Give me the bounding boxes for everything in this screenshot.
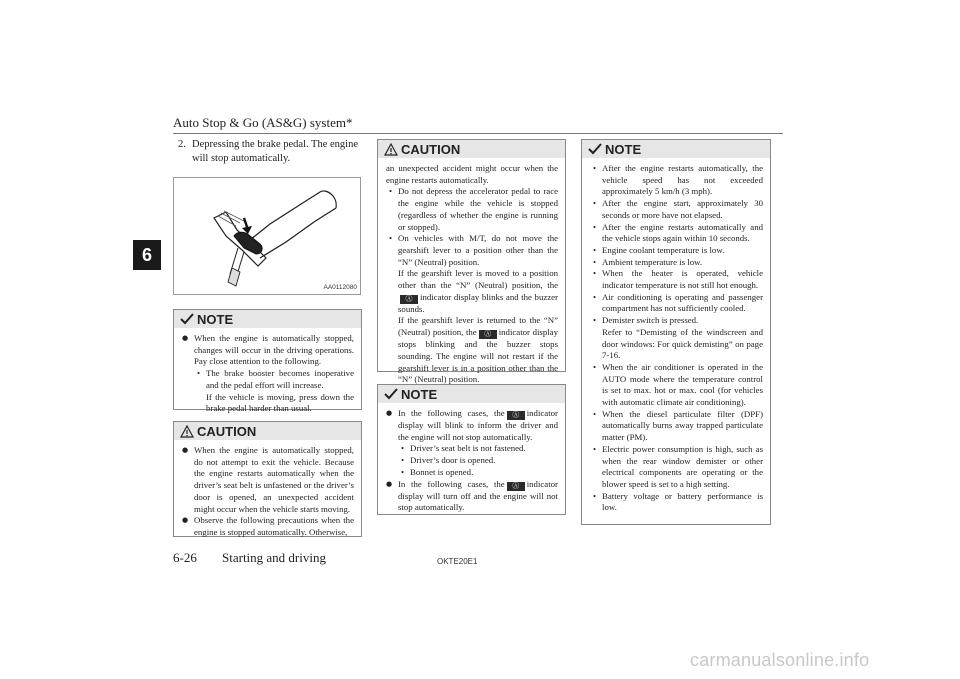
- note-subitem: • The brake booster becomes inoperative and the pedal effort will increase. If the vehicle is moving, press down the brake pedal harder than usual.: [197, 368, 354, 414]
- note-subitem: • After the engine start, approximately 30 seconds or more have not elapsed.: [593, 198, 763, 220]
- note-subitem: • Air conditioning is operating and passenger compartment has not sufficiently cooled.: [593, 291, 763, 314]
- note-subitem: • Driver’s seat belt is not fastened.: [401, 443, 526, 454]
- bullet-icon: •: [593, 244, 597, 255]
- footer-page-number: 6-26: [173, 550, 197, 565]
- step-text-line2: will stop automatically.: [192, 153, 291, 164]
- bullet-icon: •: [593, 443, 597, 454]
- bullet-icon: •: [401, 443, 405, 454]
- note-subitem: • When the air conditioner is operated in the AUTO mode where the temperature control is set to max. hot or max. cool (for vehicles with automatic climate air conditioning).: [593, 361, 763, 408]
- auto-stop-indicator-icon: Ⓐ: [507, 411, 525, 420]
- bullet-icon: •: [197, 368, 201, 379]
- page-header-title: Auto Stop & Go (AS&G) system*: [173, 115, 353, 130]
- caution-heading-text: CAUTION: [401, 141, 461, 157]
- footer-section-title: Starting and driving: [222, 550, 326, 565]
- note-heading-text: NOTE: [605, 141, 642, 157]
- note-box-3: [581, 139, 771, 525]
- footer-doc-code: OKTE20E1: [437, 557, 478, 566]
- caution-box-1: [173, 421, 362, 537]
- brake-pedal-illustration: [173, 177, 361, 295]
- bullet-icon: ●: [386, 479, 393, 488]
- caution-item: ● Observe the following precautions when the engine is stopped automatically. Otherwise,: [182, 515, 354, 537]
- note-subitem: • When the diesel particulate filter (DPF) automatically burns away trapped particulate matter (PM).: [593, 408, 763, 443]
- bullet-icon: ●: [182, 446, 189, 454]
- bullet-icon: •: [593, 163, 597, 173]
- bullet-icon: •: [593, 361, 597, 372]
- note-item: ● When the engine is automatically stopped, changes will occur in the driving operations. Pay close attention to the following.: [182, 333, 354, 367]
- note-heading-text: NOTE: [401, 386, 438, 402]
- note-item: ● In the following cases, the Ⓐ indicator display will blink to inform the driver and the engine will not stop automatically.: [386, 408, 558, 442]
- watermark: carmanualsonline.info: [690, 650, 870, 670]
- note-subitem: • Electric power consumption is high, such as when the rear window demister or other electrical components are operating or the blower speed is set to a high setting.: [593, 443, 763, 489]
- bullet-icon: •: [593, 221, 597, 232]
- note-subitem: • Driver’s door is opened.: [401, 455, 496, 466]
- bullet-icon: •: [593, 408, 597, 419]
- step-2: [178, 138, 362, 166]
- caution-subitem: • On vehicles with M/T, do not move the gearshift lever to a position other than the “N” (Neutral) position. If the gearshift lever is moved to a position other than the “N” (Neutral) position, theⒶ indicator display blinks and the buzzer sounds. If the gearshift lever is returned to the “N” (Neutral) position, the Ⓐ indicator display stops blinking and the buzzer stops sounding. The engine will not restart if the gearshift lever is in a position other than the “N” (Neutral) position.: [389, 233, 558, 385]
- note-heading-text: NOTE: [197, 311, 234, 327]
- note-subitem: • After the engine restarts automatically and the vehicle stops again within 10 seconds.: [593, 221, 763, 244]
- step-text-line1: Depressing the brake pedal. The engine: [192, 139, 358, 150]
- note-subitem: • When the heater is operated, vehicle indicator temperature is not still hot enough.: [593, 268, 763, 291]
- bullet-icon: ●: [182, 516, 189, 525]
- caution-heading-text: CAUTION: [197, 423, 257, 439]
- note-heading: [174, 310, 361, 328]
- chapter-tab: 6: [133, 240, 161, 270]
- note-icon: [384, 388, 398, 400]
- note-subitem: • Bonnet is opened.: [401, 466, 474, 477]
- note-subitem: • Demister switch is pressed. Refer to “Demisting of the windscreen and door windows: For quick demisting” on page 7-16.: [593, 315, 763, 361]
- caution-item: ● When the engine is automatically stopped, do not attempt to exit the vehicle. Because the engine restarts automatically when the driver’s seat belt is unfastened or the driver’s door is opened, an unexpected accident might occur when the vehicle starts moving.: [182, 445, 354, 514]
- bullet-icon: •: [593, 198, 597, 209]
- note-box-1: [173, 309, 362, 414]
- note-heading: [582, 140, 770, 158]
- bullet-icon: •: [389, 186, 393, 197]
- auto-stop-indicator-icon: Ⓐ: [507, 482, 525, 491]
- bullet-icon: •: [389, 233, 393, 244]
- bullet-icon: •: [593, 315, 597, 326]
- bullet-icon: ●: [182, 334, 189, 342]
- auto-stop-indicator-icon: Ⓐ: [479, 330, 497, 339]
- note-box-2: [377, 384, 566, 515]
- note-subitem: • Ambient temperature is low.: [593, 256, 703, 267]
- note-heading: [378, 385, 565, 403]
- foot-on-pedal-drawing: [174, 178, 360, 294]
- step-number: 2.: [178, 139, 186, 150]
- caution-box-2: [377, 139, 566, 385]
- caution-intro: an unexpected accident might occur when the engine restarts automatically.: [386, 163, 558, 185]
- bullet-icon: •: [593, 291, 597, 302]
- note-icon: [180, 313, 194, 325]
- header-rule: [173, 133, 783, 134]
- figure-code: AA0112080: [323, 284, 357, 291]
- note-subitem: • Engine coolant temperature is low.: [593, 244, 725, 255]
- warning-triangle-icon: [180, 425, 194, 438]
- bullet-icon: •: [593, 490, 597, 501]
- caution-subitem: • Do not depress the accelerator pedal to race the engine while the vehicle is stopped (regardless of whether the engine is running or stopped).: [389, 186, 558, 232]
- note-subitem: • Battery voltage or battery performance is low.: [593, 490, 763, 513]
- bullet-icon: •: [593, 268, 597, 279]
- bullet-icon: ●: [386, 409, 393, 417]
- bullet-icon: •: [401, 466, 405, 477]
- caution-heading: [174, 422, 361, 440]
- note-item: ● In the following cases, the Ⓐ indicator display will turn off and the engine will not stop automatically.: [386, 478, 558, 513]
- warning-triangle-icon: [384, 143, 398, 156]
- bullet-icon: •: [593, 256, 597, 267]
- bullet-icon: •: [401, 455, 405, 466]
- caution-heading: [378, 140, 565, 158]
- auto-stop-indicator-icon: Ⓐ: [400, 295, 418, 304]
- note-subitem: • After the engine restarts automatically, the vehicle speed has not exceeded approximately 5 km/h (3 mph).: [593, 163, 763, 197]
- note-icon: [588, 143, 602, 155]
